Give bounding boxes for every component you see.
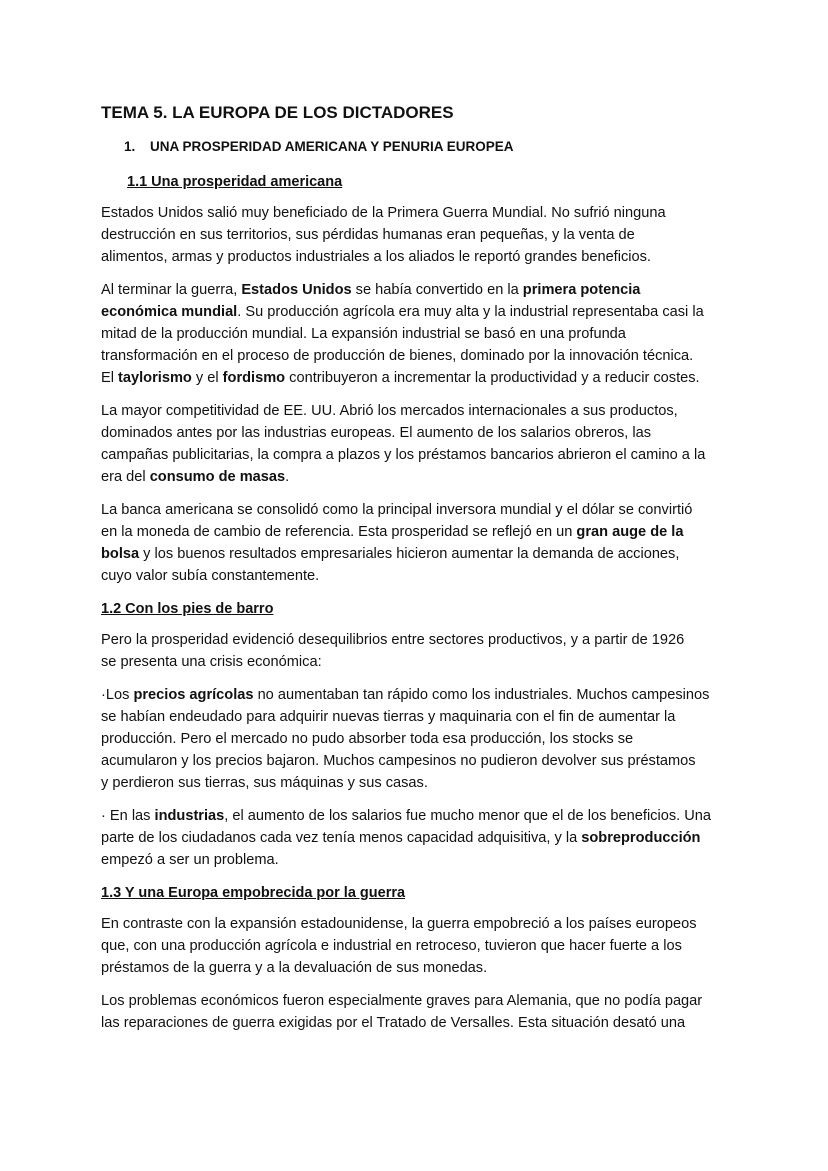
subsection-heading: 1.3 Y una Europa empobrecida por la guerra [101,885,406,901]
text-run: Pero la prosperidad evidenció desequilibrios entre sectores productivos, y a partir de 1926 [101,632,685,648]
text-run: destrucción en sus territorios, sus pérdidas humanas eran pequeñas, y la venta de [101,227,635,243]
text-line [101,565,741,587]
text-run: empezó a ser un problema. [101,852,279,868]
paragraph [101,629,741,673]
text-run: en la moneda de cambio de referencia. Esta prosperidad se reflejó en un [101,524,577,540]
document-page [101,102,741,1045]
text-run: producción. Pero el mercado no pudo absorber toda esa producción, los stocks se [101,731,634,747]
text-line [101,629,741,651]
paragraph [101,202,741,268]
text-run: El [101,370,119,386]
paragraph [101,913,741,979]
text-run: campañas publicitarias, la compra a plazos y los préstamos bancarios abrieron el camino a la [101,447,706,463]
subsection-heading: 1.2 Con los pies de barro [101,601,274,617]
paragraph [101,684,741,794]
text-line [101,750,741,772]
section-label: UNA PROSPERIDAD AMERICANA Y PENURIA EUROPEA [150,139,514,154]
text-line [101,1012,741,1034]
text-run: transformación en el proceso de producción de bienes, dominado por la innovación técnica. [101,348,694,364]
bold-text: fordismo [222,370,286,386]
text-run: y los buenos resultados empresariales hicieron aumentar la demanda de acciones, [139,546,680,562]
bold-text: primera potencia [522,282,641,298]
text-run: ·Los [101,687,134,703]
section-number: 1. [124,139,136,154]
bold-text: industrias [154,808,225,824]
text-line [101,521,741,543]
section-heading [124,136,741,158]
text-line [101,246,741,268]
text-line [101,367,741,389]
bold-text: gran auge de la [576,524,684,540]
text-line [101,279,741,301]
text-run: se había convertido en la [351,282,523,298]
text-run: La banca americana se consolidó como la principal inversora mundial y el dólar se convirtió [101,502,693,518]
text-run: , el aumento de los salarios fue mucho menor que el de los beneficios. Una [224,808,712,824]
bold-text: económica mundial [101,304,238,320]
text-line [101,202,741,224]
text-line [101,444,741,466]
text-run: no aumentaban tan rápido como los industriales. Muchos campesinos [253,687,710,703]
text-run: que, con una producción agrícola e industrial en retroceso, tuvieron que hacer fuerte a los [101,938,682,954]
text-line [101,827,741,849]
text-line [101,849,741,871]
text-line [101,651,741,673]
text-run: En contraste con la expansión estadounidense, la guerra empobreció a los países europeos [101,916,697,932]
text-run: y el [191,370,223,386]
text-line [101,805,741,827]
text-run: cuyo valor subía constantemente. [101,568,320,584]
text-run: se presenta una crisis económica: [101,654,322,670]
text-run: contribuyeron a incrementar la productividad y a reducir costes. [285,370,700,386]
text-run: . [285,469,290,485]
paragraph [101,499,741,587]
text-run: acumularon y los precios bajaron. Muchos campesinos no pudieron devolver sus préstamos [101,753,696,769]
paragraph [101,805,741,871]
paragraph [101,279,741,389]
text-line [101,728,741,750]
bold-text: taylorismo [118,370,192,386]
text-line [101,772,741,794]
text-line [101,684,741,706]
text-line [101,543,741,565]
text-run: préstamos de la guerra y a la devaluación de sus monedas. [101,960,488,976]
text-run: se habían endeudado para adquirir nuevas tierras y maquinaria con el fin de aumentar la [101,709,676,725]
subsection-heading: 1.1 Una prosperidad americana [127,174,343,190]
text-line [101,466,741,488]
text-line [101,706,741,728]
text-run: dominados antes por las industrias europeas. El aumento de los salarios obreros, las [101,425,652,441]
text-run: La mayor competitividad de EE. UU. Abrió los mercados internacionales a sus productos, [101,403,678,419]
bold-text: Estados Unidos [241,282,352,298]
text-run: parte de los ciudadanos cada vez tenía menos capacidad adquisitiva, y la [101,830,582,846]
text-run: era del [101,469,150,485]
text-run: alimentos, armas y productos industriales a los aliados le reportó grandes beneficios. [101,249,651,265]
text-run: . Su producción agrícola era muy alta y la industrial representaba casi la [237,304,704,320]
text-run: mitad de la producción mundial. La expansión industrial se basó en una profunda [101,326,626,342]
text-line [101,323,741,345]
text-run: Estados Unidos salió muy beneficiado de la Primera Guerra Mundial. No sufrió ninguna [101,205,666,221]
text-line [101,224,741,246]
text-line [101,913,741,935]
bold-text: sobreproducción [581,830,701,846]
paragraph [101,400,741,488]
paragraph [101,990,741,1034]
bold-text: precios agrícolas [133,687,254,703]
text-line [101,422,741,444]
text-line [101,400,741,422]
document-body [101,171,741,1034]
bold-text: bolsa [101,546,140,562]
text-line [101,345,741,367]
text-line [101,301,741,323]
bold-text: consumo de masas [149,469,286,485]
text-run: las reparaciones de guerra exigidas por el Tratado de Versalles. Esta situación desató una [101,1015,686,1031]
text-run: Al terminar la guerra, [101,282,242,298]
document-title: TEMA 5. LA EUROPA DE LOS DICTADORES [101,103,454,122]
text-run: y perdieron sus tierras, sus máquinas y sus casas. [101,775,428,791]
text-line [101,499,741,521]
text-line [101,957,741,979]
text-run: Los problemas económicos fueron especialmente graves para Alemania, que no podía pagar [101,993,703,1009]
text-line [101,935,741,957]
text-run: · En las [101,808,155,824]
text-line [101,990,741,1012]
